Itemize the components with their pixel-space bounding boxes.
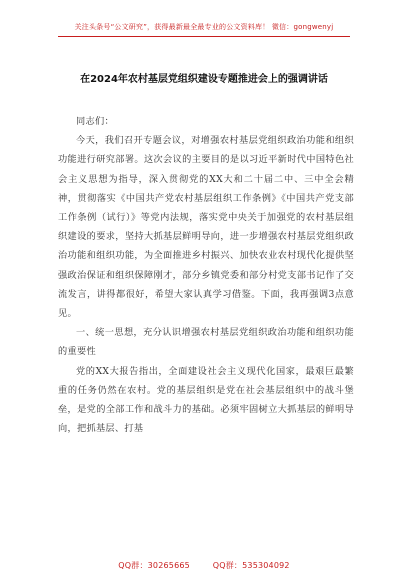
body-paragraph: 今天，我们召开专题会议，对增强农村基层党组织政治功能和组织功能进行研究部署。这次会议的主要目的是以习近平新时代中国特色社会主义思想为指导，深入贯彻党的XX大和二十届二中、三中全会精神，贯彻落实《中国共产党农村基层组织工作条例》《中国共产党支部工作条例（试行）》等党内法规，落实党中央关于加强党的农村基层组织建设的要求，坚持大抓基层鲜明导向，进一步增强农村基层党组织政治功能和组织功能，为全面推进乡村振兴、加快农业农村现代化提供坚强政治保证和组织保障刚才，部分乡镇党委和部分村党支部书记作了交流发言，讲得都很好，希望大家认真学习借鉴。下面，我再强调3点意见。 [58,135,354,320]
section-heading: 一、统一思想，充分认识增强农村基层党组织政治功能和组织功能的重要性 [58,327,354,358]
body-paragraph: 党的XX大报告指出，全面建设社会主义现代化国家，最艰巨最繁重的任务仍然在农村。党的基层组织是党在社会基层组织中的战斗堡垒，是党的全部工作和战斗力的基础。必须牢固树立大抓基层的鲜明导向，把抓基层、打基 [58,365,354,435]
document-title: 在2024年农村基层党组织建设专题推进会上的强调讲话 [80,74,328,85]
header-notice: 关注头条号“公文研究”，获得最新最全最专业的公文资料库！ 微信：gongwenyj [74,23,334,31]
salutation: 同志们： [76,116,114,127]
footer-qq-group-1: QQ群：30265665 [118,561,190,570]
header-divider [58,36,350,37]
document-body [58,112,354,438]
footer-qq-group-2: QQ群：535304092 [212,561,290,570]
footer-qq-groups [0,560,408,571]
